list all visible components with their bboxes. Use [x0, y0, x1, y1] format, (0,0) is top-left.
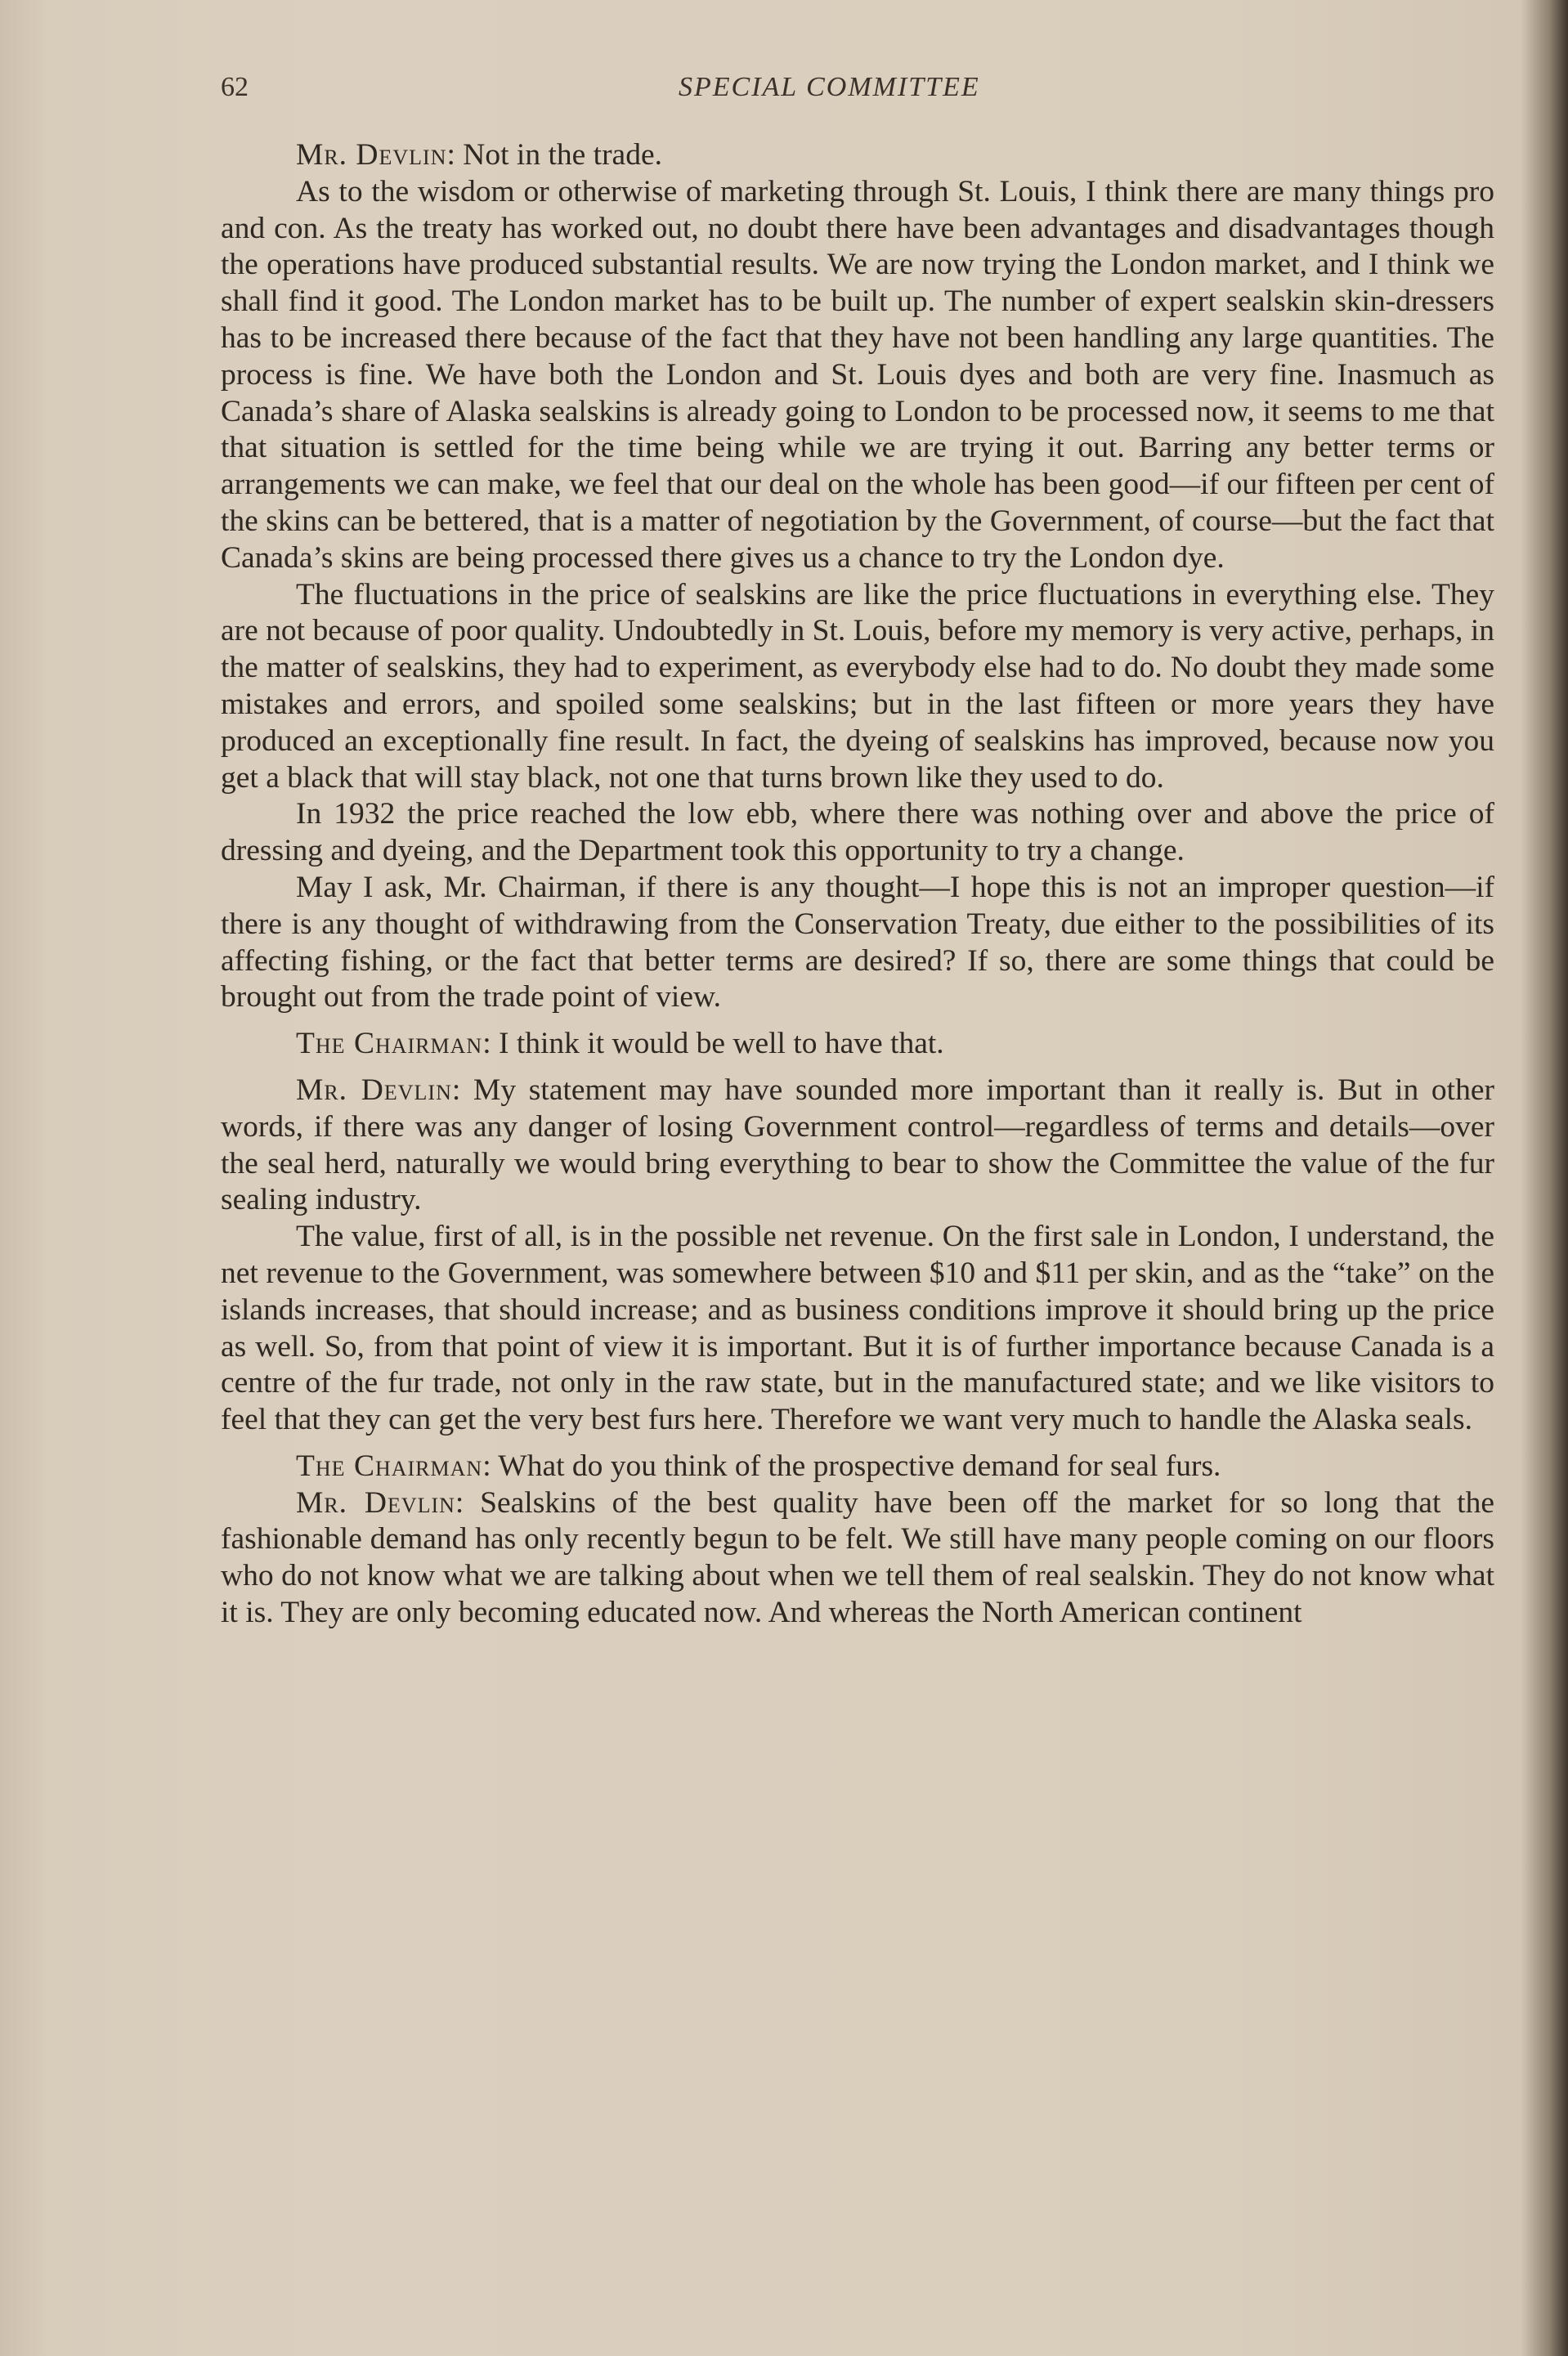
speaker-name: Mr. Devlin: [296, 138, 447, 172]
speaker-name: Mr. Devlin: [296, 1485, 455, 1520]
paragraph: [221, 137, 1494, 174]
paragraph: [221, 1073, 1494, 1219]
paragraph: [221, 577, 1494, 797]
page-number: 62: [221, 72, 249, 102]
running-title: SPECIAL COMMITTEE: [679, 72, 980, 102]
paragraph-text: May I ask, Mr. Chairman, if there is any thought—I hope this is not an improper question—if there is any thought of withdrawing from the Conservation Treaty, due either to the possibilities of its affecting fishing, or the fact that better terms are desired? If so, there are some things that could be brought out from the trade point of view.: [221, 870, 1494, 1015]
paragraph-text: As to the wisdom or otherwise of marketing through St. Louis, I think there are many things pro and con. As the treaty has worked out, no doubt there have been advantages and disadvantages though the operations have produced substantial results. We are now trying the London market, and I think we shall find it good. The London market has to be built up. The number of expert sealskin skin-dressers has to be increased there because of the fact that they have not been handling any large quantities. The process is fine. We have both the London and St. Louis dyes and both are very fine. Inasmuch as Canada’s share of Alaska sealskins is already going to London to be processed now, it seems to me that that situation is settled for the time being while we are trying it out. Barring any better terms or arrangements we can make, we feel that our deal on the whole has been good—if our fifteen per cent of the skins can be bettered, that is a matter of negotiation by the Government, of course—but the fact that Canada’s skins are being processed there gives us a chance to try the London dye.: [221, 174, 1494, 575]
paragraph-text: The value, first of all, is in the possible net revenue. On the first sale in London, I understand, the net revenue to the Government, was somewhere between $10 and $11 per skin, and as the “take” on the islands increases, that should increase; and as business conditions improve it should bring up the price as well. So, from that point of view it is important. But it is of further importance because Canada is a centre of the fur trade, not only in the raw state, but in the manufactured state; and we like visitors to feel that they can get the very best furs here. Therefore we want very much to handle the Alaska seals.: [221, 1220, 1494, 1437]
paragraph: [221, 870, 1494, 1016]
speaker-name: The Chairman: [296, 1027, 483, 1061]
paragraph: [221, 1026, 1494, 1063]
paragraph-text: : What do you think of the prospective demand for seal furs.: [482, 1449, 1221, 1483]
paragraph: [221, 796, 1494, 870]
paragraph: [221, 174, 1494, 577]
paragraph-text: : I think it would be well to have that.: [482, 1027, 944, 1061]
paragraph-text: The fluctuations in the price of sealskins are like the price fluctuations in everything else. They are not because of poor quality. Undoubtedly in St. Louis, before my memory is very active, perhaps, in the matter of sealskins, they had to experiment, as everybody else had to do. No doubt they made some mistakes and errors, and spoiled some sealskins; but in the last fifteen or more years they have produced an exceptionally fine result. In fact, the dyeing of sealskins has improved, because now you get a black that will stay black, not one that turns brown like they used to do.: [221, 577, 1494, 795]
speaker-name: The Chairman: [296, 1449, 483, 1483]
paragraph: [221, 1219, 1494, 1439]
speaker-name: Mr. Devlin: [296, 1073, 452, 1107]
paragraph-text: In 1932 the price reached the low ebb, where there was nothing over and above the price of dressing and dyeing, and the Department took this opportunity to try a change.: [221, 797, 1494, 868]
page-header: [221, 72, 1496, 113]
paragraph: [221, 1485, 1494, 1632]
paragraph-text: : Not in the trade.: [446, 138, 662, 172]
paragraph-text: : My statement may have sounded more important than it really is. But in other words, if there was any danger of losing Government control—regardless of terms and details—over the seal herd, naturally we would bring everything to bear to show the Committee the value of the fur sealing industry.: [221, 1073, 1494, 1217]
body-text: [221, 137, 1494, 1632]
paragraph: [221, 1449, 1494, 1485]
paragraph-text: : Sealskins of the best quality have been off the market for so long that the fashionable demand has only recently begun to be felt. We still have many people coming on our floors who do not know what we are talking about when we tell them of real sealskin. They do not know what it is. They are only becoming educated now. And whereas the North American continent: [221, 1485, 1494, 1630]
